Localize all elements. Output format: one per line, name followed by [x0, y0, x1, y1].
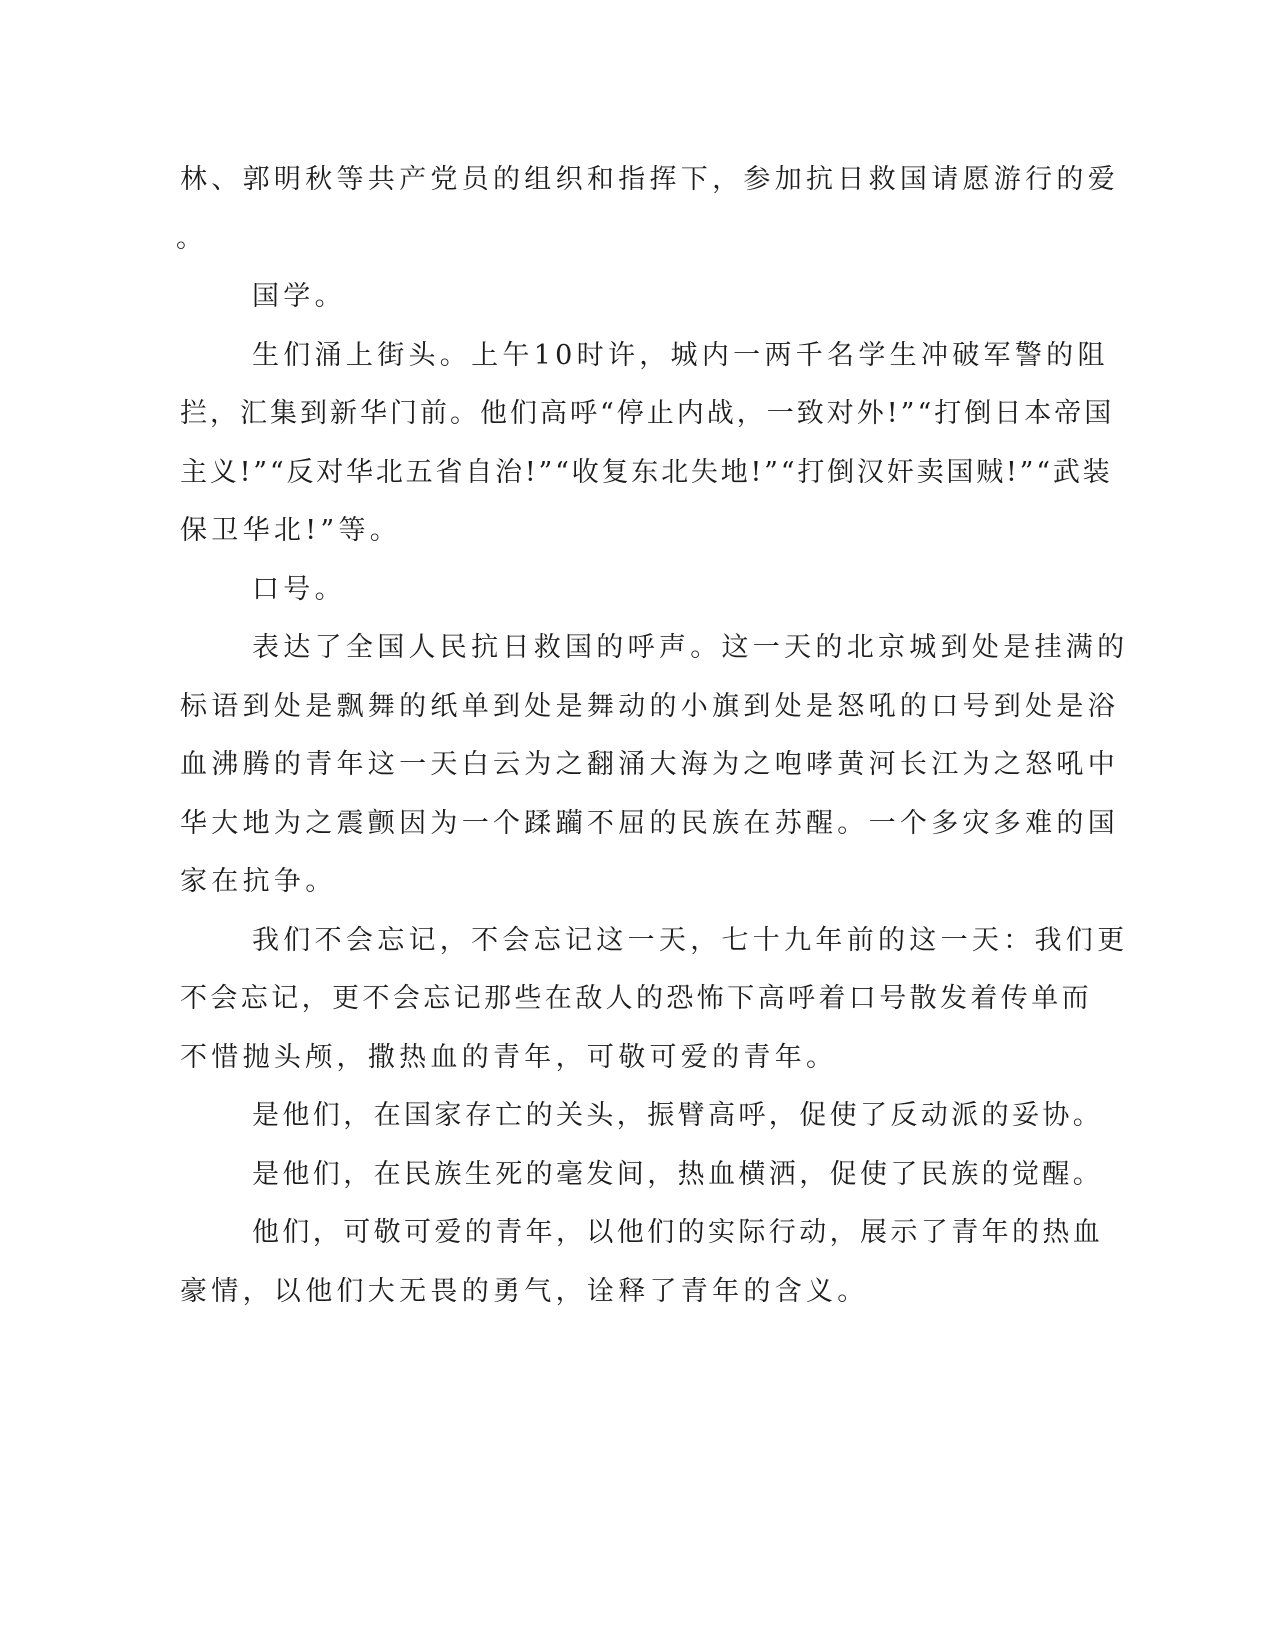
text-line: 我们不会忘记，不会忘记这一天，七十九年前的这一天：我们更 — [252, 925, 1129, 956]
text-line: 标语到处是飘舞的纸单到处是舞动的小旗到处是怒吼的口号到处是浴 — [180, 691, 1119, 722]
text-line: 生们涌上街头。上午10时许，城内一两千名学生冲破军警的阻 — [252, 340, 1109, 371]
text-line: 豪情，以他们大无畏的勇气，诠释了青年的含义。 — [180, 1276, 869, 1307]
text-line: 他们，可敬可爱的青年，以他们的实际行动，展示了青年的热血 — [252, 1217, 1104, 1248]
text-line: 。 — [176, 223, 203, 254]
text-line: 保卫华北!”等。 — [180, 515, 402, 546]
text-line: 是他们，在民族生死的毫发间，热血横洒，促使了民族的觉醒。 — [252, 1159, 1104, 1190]
text-line: 国学。 — [252, 281, 346, 312]
text-line: 血沸腾的青年这一天白云为之翻涌大海为之咆哮黄河长江为之怒吼中 — [180, 749, 1119, 780]
text-line: 是他们，在国家存亡的关头，振臂高呼，促使了反动派的妥协。 — [252, 1100, 1104, 1131]
text-line: 华大地为之震颤因为一个蹂躏不屈的民族在苏醒。一个多灾多难的国 — [180, 808, 1119, 839]
text-line: 不会忘记，更不会忘记那些在敌人的恐怖下高呼着口号散发着传单而 — [180, 983, 1092, 1014]
text-line: 林、郭明秋等共产党员的组织和指挥下，参加抗日救国请愿游行的爱 — [180, 164, 1119, 195]
text-line: 表达了全国人民抗日救国的呼声。这一天的北京城到处是挂满的 — [252, 632, 1129, 663]
text-line: 主义!”“反对华北五省自治!”“收复东北失地!”“打倒汉奸卖国贼!”“武装 — [180, 457, 1113, 488]
text-line: 拦，汇集到新华门前。他们高呼“停止内战，一致对外!”“打倒日本帝国 — [180, 398, 1115, 429]
text-line: 口号。 — [252, 574, 346, 605]
text-line: 家在抗争。 — [180, 866, 337, 897]
text-line: 不惜抛头颅，撒热血的青年，可敬可爱的青年。 — [180, 1042, 838, 1073]
